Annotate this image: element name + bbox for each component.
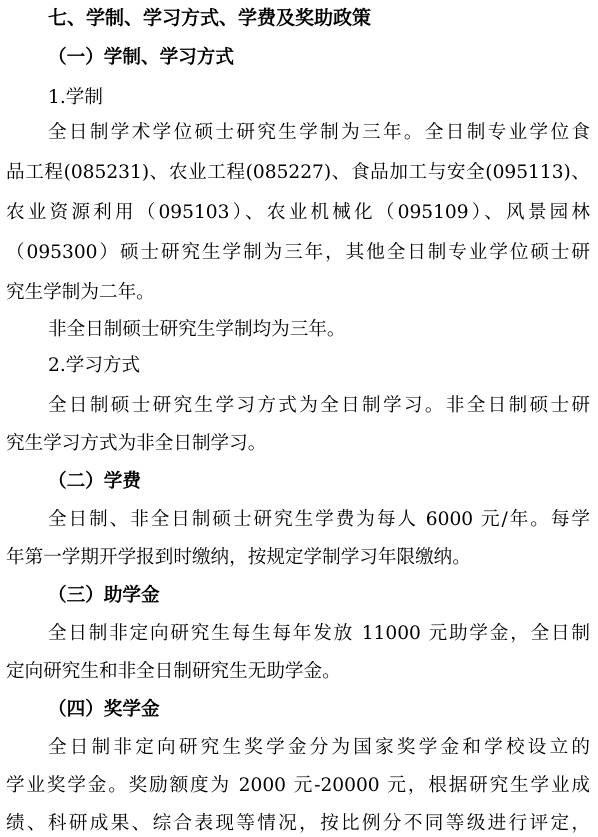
subsection-title-1: （一）学制、学习方式 bbox=[48, 47, 234, 68]
paragraph-line: 绩、科研成果、综合表现等情况，按比例分不同等级进行评定， bbox=[6, 813, 590, 834]
item-title-2: 2.学习方式 bbox=[48, 355, 141, 376]
paragraph-line: 究生学习方式为非全日制学习。 bbox=[6, 433, 267, 454]
paragraph-line: 全日制硕士研究生学习方式为全日制学习。非全日制硕士研 bbox=[48, 395, 590, 416]
paragraph-line: 非全日制硕士研究生学制均为三年。 bbox=[48, 319, 346, 340]
paragraph-line: 品工程(085231)、农业工程(085227)、食品加工与安全(095113)、 bbox=[6, 162, 590, 183]
item-title-1: 1.学制 bbox=[48, 87, 103, 108]
paragraph-line: 究生学制为二年。 bbox=[6, 282, 155, 303]
subsection-title-3: （三）助学金 bbox=[48, 585, 160, 606]
paragraph-line: 全日制非定向研究生每生每年发放 11000 元助学金，全日制 bbox=[48, 623, 590, 644]
paragraph-line: 全日制、非全日制硕士研究生学费为每人 6000 元/年。每学 bbox=[48, 509, 590, 530]
paragraph-line: 年第一学期开学报到时缴纳，按规定学制学习年限缴纳。 bbox=[6, 547, 471, 568]
paragraph-line: 学业奖学金。奖励额度为 2000 元-20000 元，根据研究生学业成 bbox=[6, 775, 590, 796]
paragraph-line: 农业资源利用（095103）、农业机械化（095109）、风景园林 bbox=[6, 202, 590, 223]
paragraph-line: 全日制学术学位硕士研究生学制为三年。全日制专业学位食 bbox=[48, 122, 590, 143]
subsection-title-4: （四）奖学金 bbox=[48, 699, 160, 720]
paragraph-line: 全日制非定向研究生奖学金分为国家奖学金和学校设立的 bbox=[48, 737, 590, 758]
section-heading: 七、学制、学习方式、学费及奖助政策 bbox=[48, 7, 372, 29]
subsection-title-2: （二）学费 bbox=[48, 471, 141, 492]
paragraph-line: （095300）硕士研究生学制为三年，其他全日制专业学位硕士研 bbox=[6, 242, 590, 263]
paragraph-line: 定向研究生和非全日制研究生无助学金。 bbox=[6, 661, 341, 682]
